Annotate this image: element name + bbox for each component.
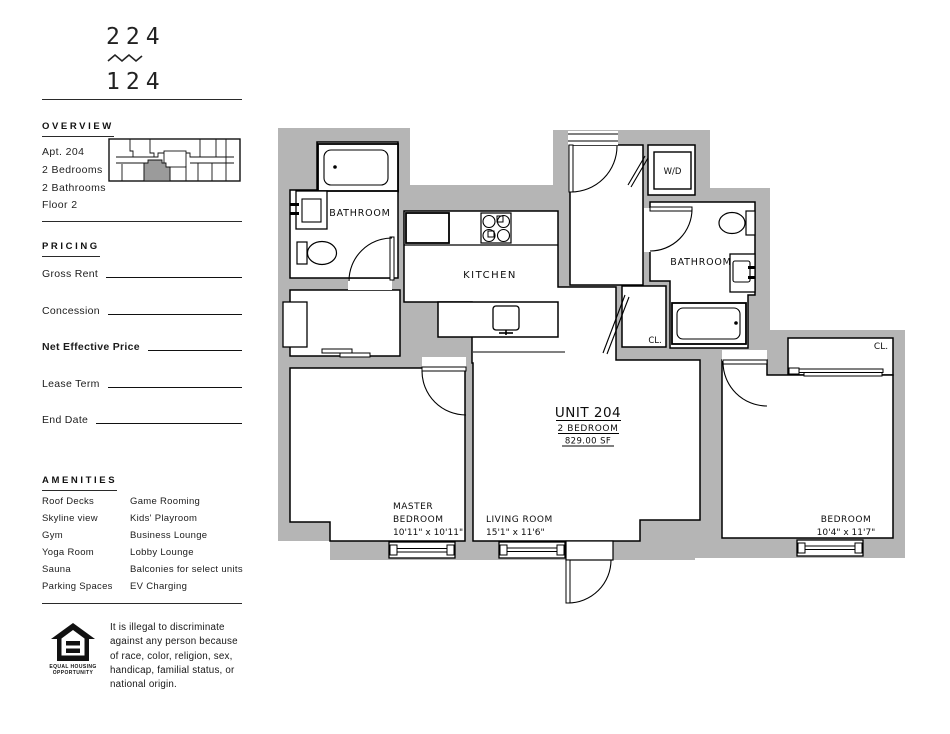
master-window	[389, 542, 455, 558]
sink-icon	[730, 254, 755, 292]
amenity: Business Lounge	[130, 530, 208, 541]
bathroom2-label: BATHROOM	[670, 257, 732, 268]
amenity: Balconies for select units	[130, 564, 243, 575]
overview-bathrooms: 2 Bathrooms	[42, 182, 106, 194]
amenity: Roof Decks	[42, 496, 95, 507]
kitchen-label: KITCHEN	[463, 270, 517, 281]
bathroom1-label: BATHROOM	[329, 208, 391, 219]
amenity: EV Charging	[130, 581, 188, 592]
living-dims: 15'1" x 11'6"	[486, 528, 545, 538]
bedroom-window	[797, 540, 863, 556]
balcony-doorway	[566, 541, 613, 560]
logo-bottom-number: 124	[106, 69, 166, 95]
master-label-1: MASTER	[393, 502, 434, 512]
wd-label: W/D	[663, 167, 682, 177]
unit-title: UNIT 204	[554, 405, 622, 421]
fridge-icon	[406, 213, 449, 243]
closet2-slider	[799, 369, 883, 373]
unit-area: 829.00 SF	[564, 436, 612, 447]
amenity: Lobby Lounge	[130, 547, 194, 558]
amenity: Yoga Room	[42, 547, 94, 558]
kitchen-island	[438, 302, 558, 337]
toilet-icon	[297, 242, 337, 265]
overview-floor: Floor 2	[42, 199, 78, 211]
bedroom-label: BEDROOM	[820, 515, 872, 525]
closet2-label: CL.	[873, 342, 889, 352]
foyer-closet-slider	[322, 349, 352, 353]
overview-apt: Apt. 204	[42, 146, 85, 158]
shaft-niche	[283, 302, 307, 347]
rooms	[290, 142, 893, 541]
bathtub-icon	[672, 303, 746, 344]
bedroom-2	[722, 360, 893, 538]
closet2-slider	[789, 368, 799, 374]
master-label-2: BEDROOM	[393, 515, 444, 525]
unit-type: 2 BEDROOM	[557, 424, 619, 434]
vanity-sink-icon	[296, 191, 327, 229]
pricing-label: Concession	[42, 305, 100, 317]
amenity: Kids' Playroom	[130, 513, 198, 524]
amenity: Game Rooming	[130, 496, 201, 507]
bathtub-icon	[318, 144, 398, 191]
amenity: Gym	[42, 530, 63, 541]
living-label: LIVING ROOM	[486, 515, 553, 525]
toilet-icon	[719, 211, 755, 235]
closet1-label: CL.	[648, 336, 662, 346]
closet2-slider	[804, 373, 882, 377]
overview-bedrooms: 2 Bedrooms	[42, 164, 103, 176]
pricing-label: Gross Rent	[42, 268, 99, 280]
entry-hall	[570, 145, 643, 285]
amenity: Skyline view	[42, 513, 98, 524]
foyer-closet-slider	[340, 353, 370, 357]
amenities-heading: AMENITIES	[42, 470, 117, 491]
pricing-label: Net Effective Price	[42, 341, 140, 353]
balcony-door	[566, 560, 611, 603]
overview-heading: OVERVIEW	[42, 116, 114, 137]
fair-housing-disclaimer: It is illegal to discriminate against any person because of race, color, religion, sex, handicap, familial status, or national origin.	[110, 622, 238, 691]
equal-housing-caption: EQUAL HOUSING OPPORTUNITY	[49, 664, 97, 676]
logo-top-number: 224	[106, 24, 166, 50]
pricing-heading: PRICING	[42, 236, 100, 257]
bedroom-dims: 10'4" x 11'7"	[816, 528, 876, 538]
living-window	[499, 542, 565, 558]
amenity: Parking Spaces	[42, 581, 113, 592]
master-dims: 10'11" x 10'11"	[393, 528, 464, 538]
pricing-label: Lease Term	[42, 378, 100, 390]
pricing-label: End Date	[42, 414, 89, 426]
amenity: Sauna	[42, 564, 71, 575]
